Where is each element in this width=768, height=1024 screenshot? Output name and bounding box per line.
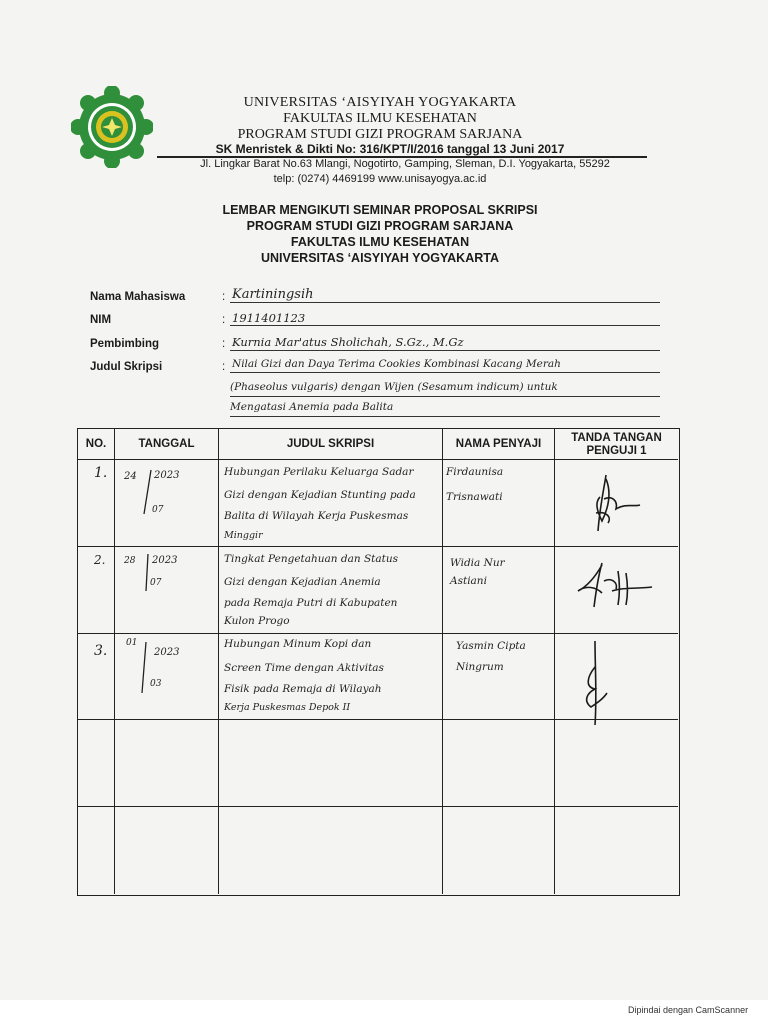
row3-judul-3: Fisik pada Remaja di Wilayah (224, 683, 382, 695)
row1-day: 24 (124, 471, 137, 482)
row1-no: 1. (94, 465, 108, 481)
row1-signature (578, 469, 648, 539)
header-tanggal: TANGGAL (138, 438, 195, 450)
colon-pembimbing: : (222, 338, 226, 350)
row3-penyaji-2: Ningrum (456, 661, 504, 673)
row1-year: 2023 (154, 470, 180, 481)
row3-judul-4: Kerja Puskesmas Depok II (224, 702, 351, 713)
row2-judul-3: pada Remaja Putri di Kabupaten (224, 597, 398, 609)
value-judul-line2: (Phaseolus vulgaris) dengan Wijen (Sesamum indicum) untuk (230, 381, 558, 393)
row1-penyaji-1: Firdaunisa (446, 466, 504, 478)
label-nama: Nama Mahasiswa (90, 291, 186, 303)
row1-penyaji-2: Trisnawati (446, 491, 503, 503)
row-divider (78, 459, 678, 460)
header-ttd-line1: TANDA TANGAN (571, 432, 662, 444)
row3-judul-1: Hubungan Minum Kopi dan (224, 638, 372, 650)
header-ttd-line2: PENGUJI 1 (586, 445, 647, 457)
row2-penyaji-1: Widia Nur (450, 557, 505, 569)
header-no: NO. (85, 438, 107, 450)
header-faculty: FAKULTAS ILMU KESEHATAN (283, 111, 477, 126)
row3-no: 3. (94, 643, 108, 659)
col-divider (554, 429, 555, 894)
row2-judul-2: Gizi dengan Kejadian Anemia (224, 576, 381, 588)
line-judul-3 (230, 416, 660, 417)
row3-judul-2: Screen Time dengan Aktivitas (224, 662, 384, 674)
row2-date-slash (140, 551, 152, 593)
header-penyaji: NAMA PENYAJI (455, 438, 542, 450)
doc-title-line3: FAKULTAS ILMU KESEHATAN (290, 235, 470, 249)
header-program: PROGRAM STUDI GIZI PROGRAM SARJANA (237, 127, 523, 142)
value-pembimbing: Kurnia Mar'atus Sholichah, S.Gz., M.Gz (232, 335, 464, 349)
camscanner-watermark: Dipindai dengan CamScanner (628, 1005, 749, 1015)
header-address: Jl. Lingkar Barat No.63 Mlangi, Nogotirto, Gamping, Sleman, D.I. Yogyakarta, 55292 (200, 158, 610, 170)
col-divider (218, 429, 219, 894)
row3-penyaji-1: Yasmin Cipta (456, 640, 526, 652)
line-nim (230, 325, 660, 326)
row2-judul-4: Kulon Progo (224, 615, 290, 627)
row2-day: 28 (124, 556, 136, 566)
value-nama: Kartiningsih (232, 287, 314, 302)
col-divider (442, 429, 443, 894)
row1-month: 07 (152, 505, 164, 515)
row3-month: 03 (150, 679, 162, 689)
colon-nama: : (222, 291, 226, 303)
doc-title-line4: UNIVERSITAS ‘AISYIYAH YOGYAKARTA (260, 251, 499, 265)
colon-judul: : (222, 361, 226, 373)
header-university: UNIVERSITAS ‘AISYIYAH YOGYAKARTA (243, 95, 517, 110)
line-judul-1 (230, 372, 660, 373)
doc-title-line2: PROGRAM STUDI GIZI PROGRAM SARJANA (246, 219, 514, 233)
row-divider (78, 546, 678, 547)
row1-date-slash (140, 467, 154, 517)
row3-signature (573, 637, 613, 729)
row1-judul-1: Hubungan Perilaku Keluarga Sadar (224, 466, 414, 478)
row1-judul-3: Balita di Wilayah Kerja Puskesmas (224, 510, 409, 522)
row2-penyaji-2: Astiani (450, 575, 487, 587)
header-judul: JUDUL SKRIPSI (286, 438, 375, 450)
header-contact: telp: (0274) 4469199 www.unisayogya.ac.id (273, 173, 487, 185)
colon-nim: : (222, 314, 226, 326)
row-divider (78, 633, 678, 634)
label-pembimbing: Pembimbing (90, 338, 160, 350)
row2-signature (572, 559, 662, 613)
row1-judul-4: Minggir (224, 530, 263, 541)
row3-date-slash (136, 639, 150, 695)
value-judul-line3: Mengatasi Anemia pada Balita (230, 401, 394, 413)
header-sk: SK Menristek & Dikti No: 316/KPT/I/2016 tanggal 13 Juni 2017 (215, 142, 565, 156)
row2-no: 2. (94, 553, 106, 567)
label-nim: NIM (90, 314, 112, 326)
row3-day: 01 (126, 638, 138, 648)
label-judul: Judul Skripsi (90, 361, 163, 373)
row3-year: 2023 (154, 647, 180, 658)
value-nim: 1911401123 (232, 311, 306, 325)
doc-title-line1: LEMBAR MENGIKUTI SEMINAR PROPOSAL SKRIPSI (222, 203, 538, 217)
row2-judul-1: Tingkat Pengetahuan dan Status (224, 553, 399, 565)
row1-judul-2: Gizi dengan Kejadian Stunting pada (224, 489, 416, 501)
line-pembimbing (230, 350, 660, 351)
line-judul-2 (230, 396, 660, 397)
row2-month: 07 (150, 578, 162, 588)
seminar-table (77, 428, 680, 896)
row-divider (78, 806, 678, 807)
col-divider (114, 429, 115, 894)
row2-year: 2023 (152, 555, 178, 566)
value-judul-line1: Nilai Gizi dan Daya Terima Cookies Kombinasi Kacang Merah (232, 358, 561, 370)
line-nama (230, 302, 660, 303)
